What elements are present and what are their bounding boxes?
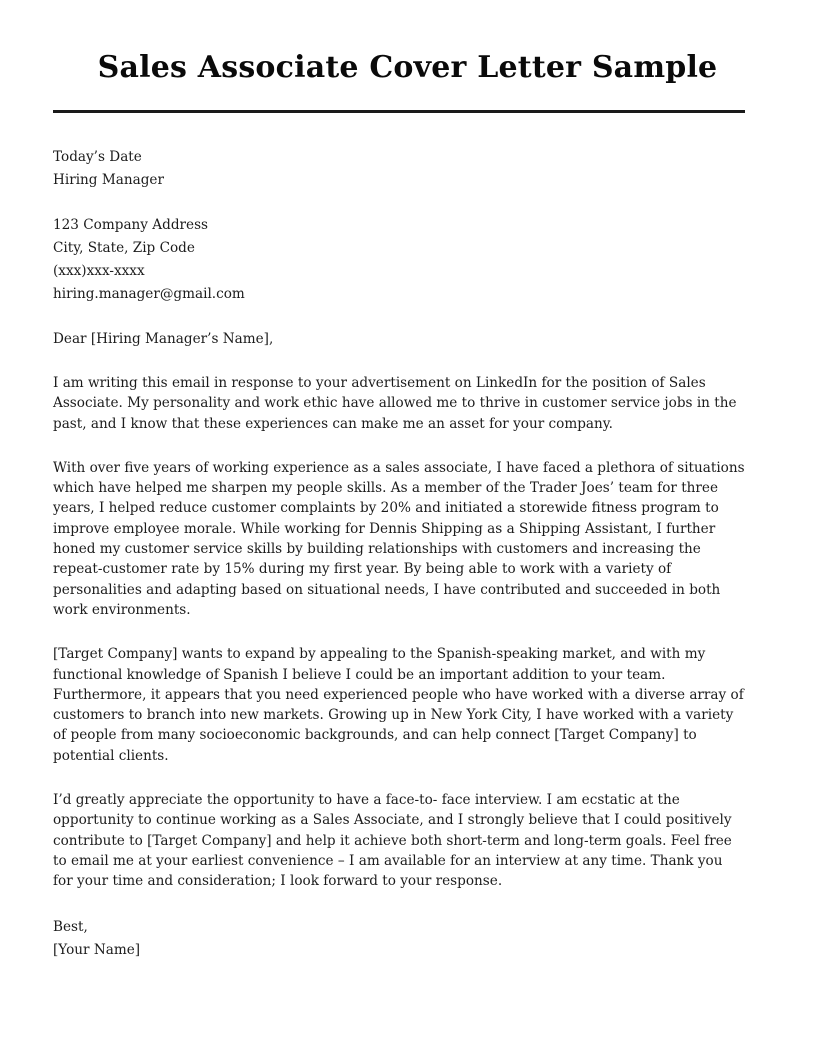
date-recipient-block <box>53 146 745 192</box>
date-line: Today’s Date <box>53 149 142 165</box>
paragraph-call-to-action: I’d greatly appreciate the opportunity to have a face-to- face interview. I am ecstatic at the opportunity to continue working as a Sales Associate, and I strongly believe that I could positively contribute to [Target Company] and help it achieve both short-term and long-term goals. Feel free to email me at your earliest convenience – I am available for an interview at any time. Thank you for your time and consideration; I look forward to your response. <box>53 792 732 890</box>
page-title: Sales Associate Cover Letter Sample <box>97 50 718 85</box>
salutation: Dear [Hiring Manager’s Name], <box>53 331 274 347</box>
company-address-line: 123 Company Address <box>53 217 209 233</box>
paragraph-company-fit: [Target Company] wants to expand by appealing to the Spanish-speaking market, and with my functional knowledge of Spanish I believe I could be an important addition to your team. Furthermore, it appears that you need experienced people who have worked with a diverse array of customers to branch into new markets. Growing up in New York City, I have worked with a variety of people from many socioeconomic backgrounds, and can help connect [Target Company] to potential clients. <box>53 646 744 764</box>
contact-block <box>53 214 745 306</box>
closing-block <box>53 916 745 962</box>
letter-body <box>0 113 815 962</box>
salutation-block <box>53 328 745 351</box>
recipient-line: Hiring Manager <box>53 172 164 188</box>
signature: [Your Name] <box>53 941 141 958</box>
valediction: Best, <box>53 918 88 935</box>
city-state-zip-line: City, State, Zip Code <box>53 240 195 256</box>
letter-paragraphs <box>53 373 745 892</box>
paragraph-experience: With over five years of working experience as a sales associate, I have faced a plethora of situations which have helped me sharpen my people skills. As a member of the Trader Joes’ team for three years, I helped reduce customer complaints by 20% and initiated a storewide fitness program to improve employee morale. While working for Dennis Shipping as a Shipping Assistant, I further honed my customer service skills by building relationships with customers and increasing the repeat-customer rate by 15% during my first year. By being able to work with a variety of personalities and adapting based on situational needs, I have contributed and succeeded in both work environments. <box>53 459 745 618</box>
paragraph-introduction: I am writing this email in response to your advertisement on LinkedIn for the position of Sales Associate. My personality and work ethic have allowed me to thrive in customer service jobs in the past, and I know that these experiences can make me an asset for your company. <box>53 375 737 432</box>
phone-line: (xxx)xxx-xxxx <box>53 263 145 279</box>
email-line: hiring.manager@gmail.com <box>53 286 245 302</box>
